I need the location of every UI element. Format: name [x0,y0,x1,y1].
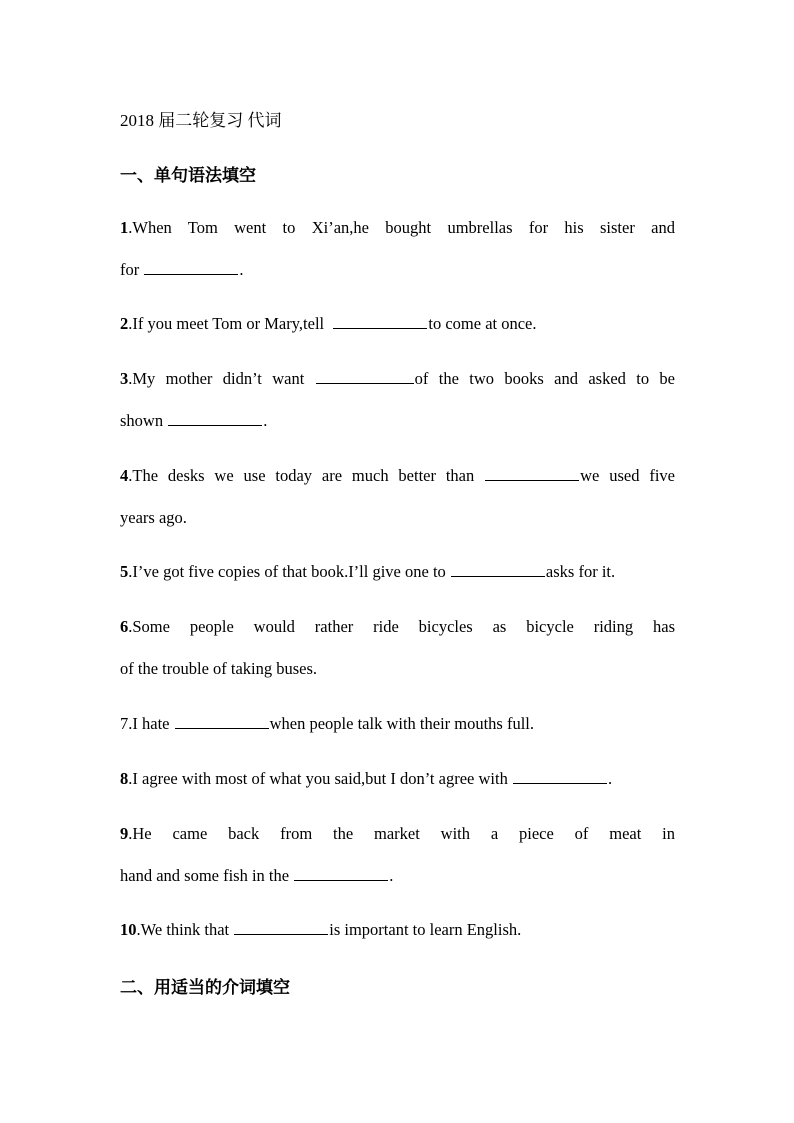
answer-blank[interactable] [333,314,427,329]
question-2 [120,303,675,345]
question-text: we used five [580,466,676,485]
question-text: .We think that [136,920,230,939]
question-9 [120,813,675,897]
question-8 [120,758,675,800]
document-title: 2018 届二轮复习 代词 [120,111,282,130]
question-text: . [263,411,268,430]
question-1 [120,207,675,291]
question-number: 10 [120,920,137,939]
answer-blank[interactable] [144,260,238,275]
question-text: of the two books and asked to be [414,369,676,388]
question-text: . [389,866,394,885]
question-text: years ago. [120,508,187,527]
answer-blank[interactable] [294,866,388,881]
question-10-line-1 [120,909,675,951]
section-heading-1: 一、单句语法填空 [120,166,256,186]
question-text: hand and some fish in the [120,866,290,885]
question-number: 6 [120,617,129,636]
question-text: to come at once. [428,314,537,333]
question-text: . [607,769,613,788]
question-number: 4 [120,466,129,485]
question-text: .The desks we use today are much better than [128,466,475,485]
question-text: . [239,260,244,279]
question-text: .If you meet Tom or Mary,tell [128,314,325,333]
question-text: when people talk with their mouths full. [269,714,535,733]
question-text: .I hate [128,714,170,733]
question-number: 3 [120,369,129,388]
question-text: .I agree with most of what you said,but I don’t agree with [128,769,508,788]
question-1-line-2 [120,249,675,291]
question-7 [120,703,675,745]
question-8-line-1 [120,758,675,800]
answer-blank[interactable] [316,369,414,384]
question-text: .When Tom went to Xi’an,he bought umbrellas for his sister and [128,218,675,237]
question-text: .I’ve got five copies of that book.I’ll give one to [128,562,446,581]
question-number: 5 [120,562,129,581]
question-3 [120,358,675,442]
question-10 [120,909,675,951]
question-text: shown [120,411,164,430]
question-number: 1 [120,218,129,237]
question-9-line-2 [120,855,675,897]
answer-blank[interactable] [513,769,607,784]
question-text: .My mother didn’t want [128,369,305,388]
question-text: .Some people would rather ride bicycles as bicycle riding has [128,617,675,636]
question-number: 8 [120,769,129,788]
question-4-line-2 [120,497,675,539]
question-7-line-1 [120,703,675,745]
question-number: 2 [120,314,129,333]
question-6 [120,606,675,690]
question-5-line-1 [120,551,675,593]
question-3-line-2 [120,400,675,442]
answer-blank[interactable] [234,920,328,935]
answer-blank[interactable] [451,562,545,577]
question-text: for [120,260,140,279]
question-text: asks for it. [545,562,616,581]
question-1-line-1 [120,207,675,249]
question-4 [120,455,675,539]
answer-blank[interactable] [175,714,269,729]
question-4-line-1 [120,455,675,497]
section-heading-2: 二、用适当的介词填空 [120,978,290,998]
question-text: is important to learn English. [329,920,522,939]
question-5 [120,551,675,593]
question-number: 7 [120,714,129,733]
question-text: of the trouble of taking buses. [120,659,318,678]
question-6-line-1 [120,606,675,648]
question-2-line-1 [120,303,675,345]
answer-blank[interactable] [168,411,262,426]
question-6-line-2 [120,648,675,690]
question-text: .He came back from the market with a piece of meat in [128,824,675,843]
answer-blank[interactable] [485,466,579,481]
question-9-line-1 [120,813,675,855]
question-number: 9 [120,824,129,843]
question-3-line-1 [120,358,675,400]
